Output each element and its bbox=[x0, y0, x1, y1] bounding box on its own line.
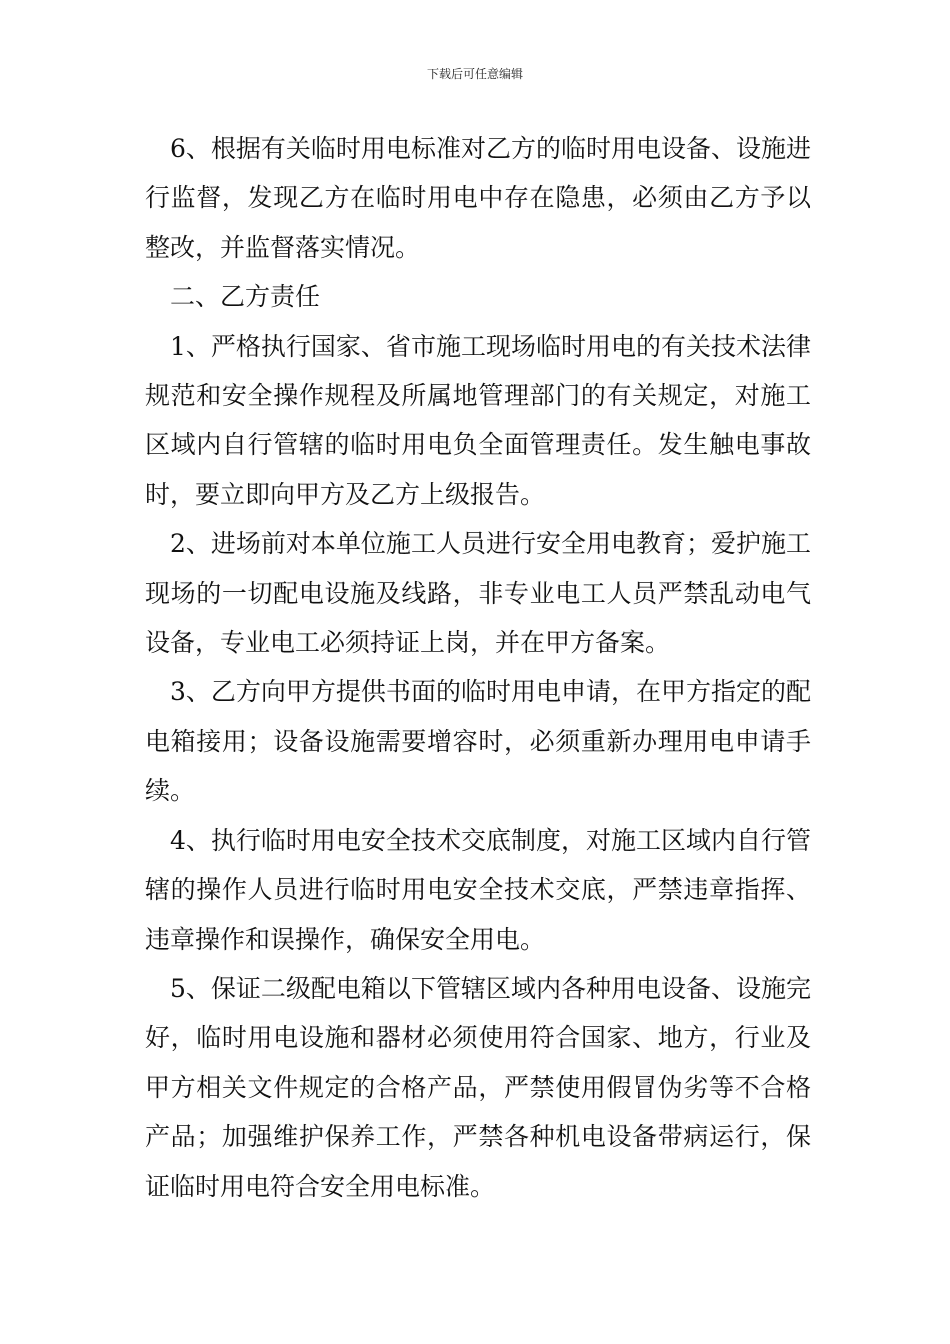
paragraph-item-5: 5、保证二级配电箱以下管辖区域内各种用电设备、设施完好，临时用电设施和器材必须使用符合国家、地方，行业及甲方相关文件规定的合格产品，严禁使用假冒伪劣等不合格产品；加强维护保养工作，严禁各种机电设备带病运行，保证临时用电符合安全用电标准。 bbox=[145, 973, 811, 1201]
page-header: 下载后可任意编辑 bbox=[426, 67, 523, 81]
section-heading-party-b: 二、乙方责任 bbox=[170, 282, 321, 312]
paragraph-item-2: 2、进场前对本单位施工人员进行安全用电教育；爱护施工现场的一切配电设施及线路，非专业电工人员严禁乱动电气设备，专业电工必须持证上岗，并在甲方备案。 bbox=[145, 529, 811, 658]
document-body bbox=[145, 124, 811, 1211]
paragraph-item-6-party-a: 6、根据有关临时用电标准对乙方的临时用电设备、设施进行监督，发现乙方在临时用电中存在隐患，必须由乙方予以整改，并监督落实情况。 bbox=[145, 134, 811, 262]
paragraph-item-4: 4、执行临时用电安全技术交底制度，对施工区域内自行管辖的操作人员进行临时用电安全技术交底，严禁违章指挥、违章操作和误操作，确保安全用电。 bbox=[145, 825, 811, 954]
paragraph-item-1: 1、严格执行国家、省市施工现场临时用电的有关技术法律规范和安全操作规程及所属地管理部门的有关规定，对施工区域内自行管辖的临时用电负全面管理责任。发生触电事故时，要立即向甲方及乙方上级报告。 bbox=[145, 331, 811, 509]
paragraph-item-3: 3、乙方向甲方提供书面的临时用电申请，在甲方指定的配电箱接用；设备设施需要增容时，必须重新办理用电申请手续。 bbox=[145, 677, 811, 806]
